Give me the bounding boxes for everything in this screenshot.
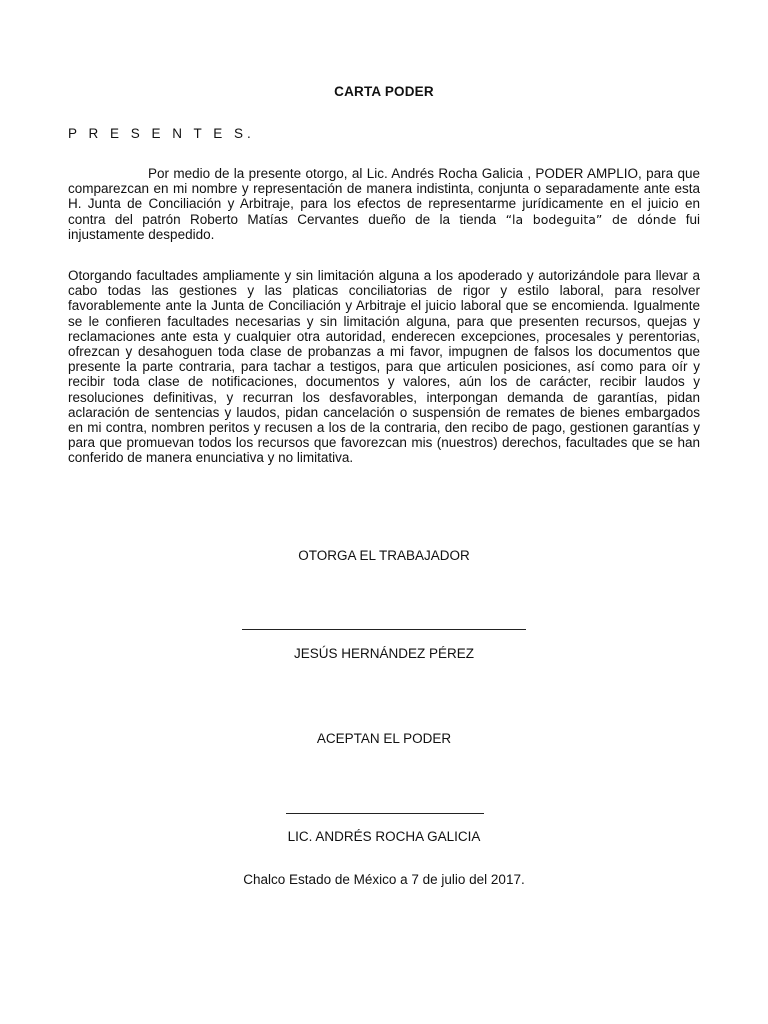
store-name: “la bodeguita” de dónde [505, 211, 677, 227]
acceptor-name: LIC. ANDRÉS ROCHA GALICIA [287, 829, 481, 844]
salutation: P R E S E N T E S. [68, 126, 255, 141]
paragraph-power-grant [68, 166, 700, 242]
grantor-signature-line [242, 629, 526, 630]
place-date: Chalco Estado de México a 7 de julio del 2017. [243, 872, 525, 887]
paragraph-power-grant-text: Por medio de la presente otorgo, al Lic. Andrés Rocha Galicia , PODER AMPLIO, para que comparezcan en mi nombre y representación de manera indistinta, conjunta o separadamente ante esta H. Junta de Conciliación y Arbitraje, para los efectos de representarme jurídicamente en el juicio en contra del patrón Roberto Matías Cervantes dueño de la tienda [68, 166, 700, 227]
acceptor-heading: ACEPTAN EL PODER [316, 731, 452, 746]
document-title: CARTA PODER [334, 84, 434, 99]
grantor-name: JESÚS HERNÁNDEZ PÉREZ [293, 646, 475, 661]
document-page [68, 0, 700, 1024]
paragraph-faculties: Otorgando facultades ampliamente y sin limitación alguna a los apoderado y autorizándole para llevar a cabo todas las gestiones y las platicas conciliatorias de rigor y estilo laboral, para resolver favorablemente ante la Junta de Conciliación y Arbitraje el juicio laboral que se encomienda. Igualmente se le confieren facultades necesarias y sin limitación alguna, para que presenten recursos, quejas y reclamaciones ante esta y cualquier otra autoridad, enderecen excepciones, procesales y perentorias, ofrezcan y desahoguen toda clase de probanzas a mi favor, impugnen de falsos los documentos que presente la parte contraria, para tachar a testigos, para que articulen posiciones, así como para oír y recibir toda clase de notificaciones, documentos y valores, aún los de carácter, recibir laudos y resoluciones definitivas, y recurran los desfavorables, interpongan demanda de garantías, pidan aclaración de sentencias y laudos, pidan cancelación o suspensión de remates de bienes embargados en mi contra, nombren peritos y recusen a los de la contraria, den recibo de pago, gestionen garantías y para que promuevan todos los recursos que favorezcan mis (nuestros) derechos, facultades que se han conferido de manera enunciativa y no limitativa. [68, 268, 700, 466]
grantor-heading: OTORGA EL TRABAJADOR [298, 548, 470, 563]
acceptor-signature-line [286, 813, 484, 814]
paragraph-power-grant-end: fui injustamente despedido. [68, 211, 700, 242]
